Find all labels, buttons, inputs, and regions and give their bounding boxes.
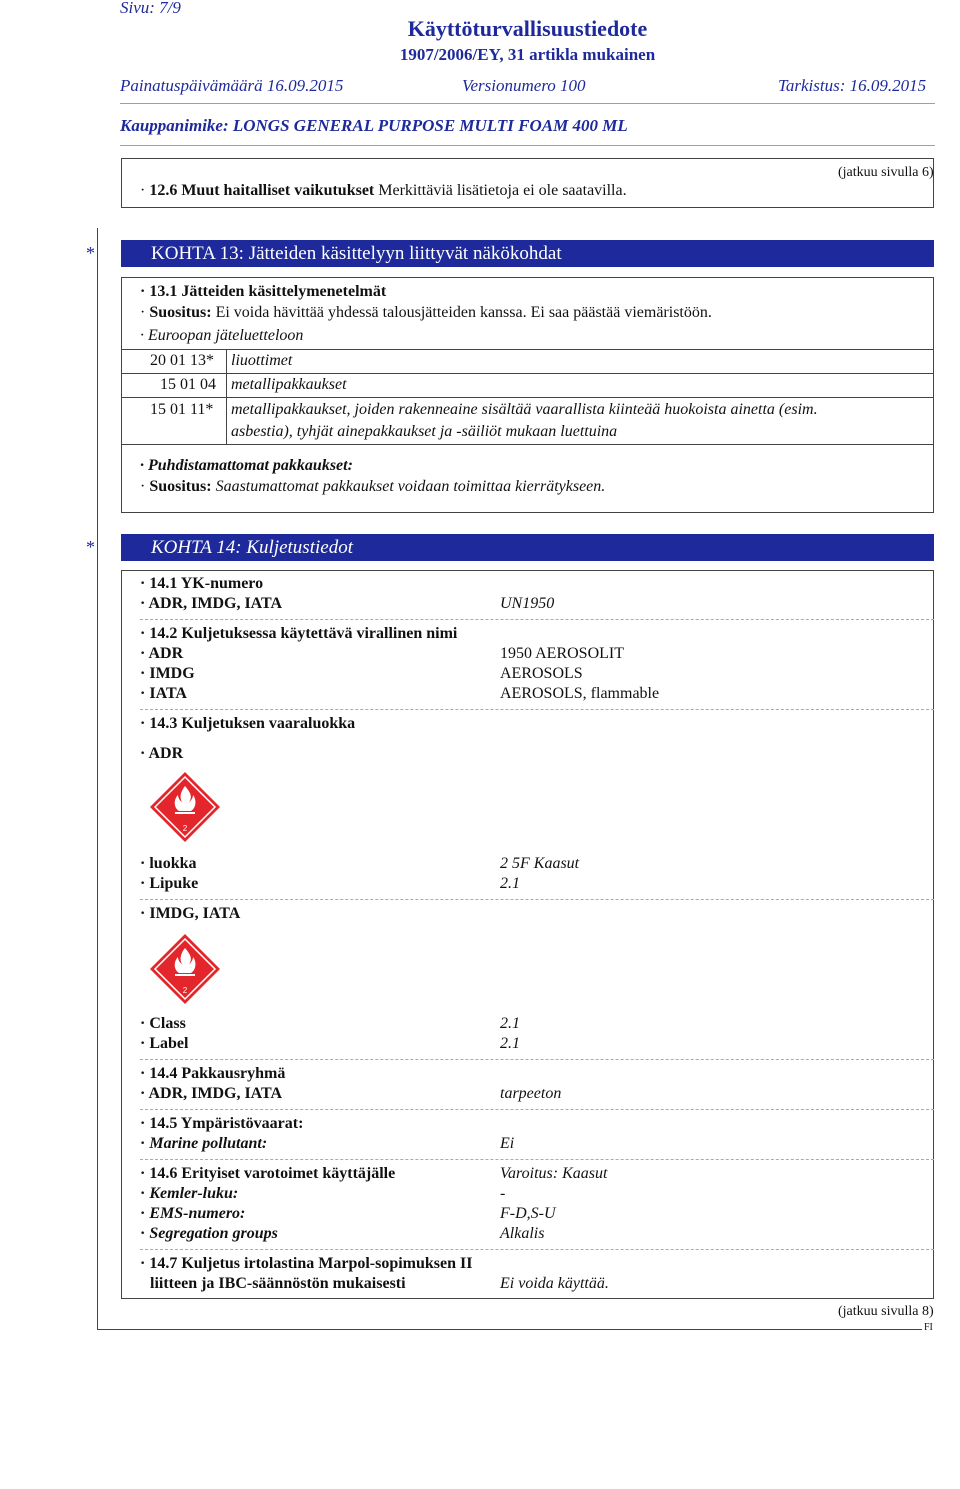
pictogram-number: 2 bbox=[182, 824, 188, 833]
imdg-row: · IMDG bbox=[140, 665, 195, 682]
trade-name: Kauppanimike: LONGS GENERAL PURPOSE MULTI FOAM 400 ML bbox=[120, 116, 628, 135]
section-12-6-label: 12.6 Muut haitalliset vaikutukset bbox=[149, 182, 375, 199]
section-14-star: * bbox=[86, 537, 95, 557]
section-13-1-heading: · 13.1 Jätteiden käsittelymenetelmät bbox=[140, 283, 387, 300]
waste-desc-3-cont: asbestia), tyhjät ainepakkaukset ja -säiliöt mukaan luettuina bbox=[231, 423, 618, 440]
h-14-2: · 14.2 Kuljetuksessa käytettävä virallinen nimi bbox=[140, 625, 458, 642]
imdg-iata-class-label: IMDG, IATA bbox=[149, 905, 241, 922]
recommendation-1-text: Ei voida hävittää yhdessä talousjätteiden kanssa. Ei saa päästää viemäristöön. bbox=[215, 304, 712, 321]
recommendation-2-label: Suositus: bbox=[149, 478, 212, 495]
un-transport-modes-label: ADR, IMDG, IATA bbox=[148, 595, 283, 612]
pg-value: tarpeeton bbox=[500, 1085, 562, 1102]
pg-modes-label: ADR, IMDG, IATA bbox=[148, 1085, 283, 1102]
page-number: Sivu: 7/9 bbox=[120, 0, 181, 17]
h-14-6: · 14.6 Erityiset varotoimet käyttäjälle bbox=[140, 1165, 396, 1182]
un-number: UN1950 bbox=[500, 595, 555, 612]
flame-base-2 bbox=[175, 974, 195, 976]
h-14-7-label-a: 14.7 Kuljetus irtolastina Marpol-sopimuksen II bbox=[149, 1255, 473, 1272]
lipuke-row: · Lipuke bbox=[140, 875, 199, 892]
pg-modes: · ADR, IMDG, IATA bbox=[140, 1085, 283, 1102]
waste-code-3: 15 01 11* bbox=[150, 401, 214, 418]
language-code: FI bbox=[924, 1322, 933, 1333]
section-12-6-text: Merkittäviä lisätietoja ei ole saatavilla. bbox=[378, 182, 627, 199]
divider-14-2 bbox=[140, 709, 934, 710]
section-13-heading: KOHTA 13: Jätteiden käsittelyyn liittyvät näkökohdat bbox=[121, 240, 934, 267]
unclean-packaging-label: Puhdistamattomat pakkaukset: bbox=[148, 457, 353, 474]
waste-code-1: 20 01 13* bbox=[150, 352, 214, 369]
h-14-7-value: Ei voida käyttää. bbox=[500, 1275, 609, 1292]
footer-rule bbox=[97, 1329, 934, 1330]
h-14-5-label: 14.5 Ympäristövaarat: bbox=[149, 1115, 304, 1132]
divider-14-7 bbox=[140, 1249, 934, 1250]
continued-to: (jatkuu sivulla 8) bbox=[838, 1304, 934, 1319]
divider-14-1 bbox=[140, 619, 934, 620]
adr-class-row: · ADR bbox=[140, 745, 184, 762]
seg-value: Alkalis bbox=[500, 1225, 545, 1242]
waste-desc-3: metallipakkaukset, joiden rakenneaine sisältää vaarallista kiinteää huokoista ainetta (esim. bbox=[231, 401, 818, 418]
label-en-label: Label bbox=[149, 1035, 189, 1052]
revision-date: Tarkistus: 16.09.2015 bbox=[778, 76, 927, 95]
h-14-7-label-b: liitteen ja IBC-säännöstön mukaisesti bbox=[150, 1275, 406, 1292]
adr-label: ADR bbox=[148, 645, 184, 662]
marine-row: · Marine pollutant: bbox=[140, 1135, 268, 1152]
print-date: Painatuspäivämäärä 16.09.2015 bbox=[120, 76, 344, 95]
label-en-value: 2.1 bbox=[500, 1035, 520, 1052]
un-transport-modes: · ADR, IMDG, IATA bbox=[140, 595, 283, 612]
trade-name-rule bbox=[120, 145, 935, 146]
pictogram-number-2: 2 bbox=[182, 986, 188, 995]
h-14-3-label: 14.3 Kuljetuksen vaaraluokka bbox=[149, 715, 356, 732]
h-14-2-label: 14.2 Kuljetuksessa käytettävä virallinen nimi bbox=[149, 625, 458, 642]
ems-value: F-D,S-U bbox=[500, 1205, 556, 1222]
section-12-6: · 12.6 Muut haitalliset vaikutukset Merkittäviä lisätietoja ei ole saatavilla. bbox=[140, 182, 627, 199]
ems-label: EMS-numero: bbox=[149, 1205, 246, 1222]
adr-class-label: ADR bbox=[148, 745, 184, 762]
marine-value: Ei bbox=[500, 1135, 515, 1152]
lipuke-value: 2.1 bbox=[500, 875, 520, 892]
class-value: 2 5F Kaasut bbox=[500, 855, 580, 872]
divider-14-3 bbox=[140, 899, 934, 900]
waste-desc-2: metallipakkaukset bbox=[231, 376, 347, 393]
h-14-5: · 14.5 Ympäristövaarat: bbox=[140, 1115, 304, 1132]
divider-14-4 bbox=[140, 1059, 934, 1060]
label-en-row: · Label bbox=[140, 1035, 189, 1052]
continued-from: (jatkuu sivulla 6) bbox=[838, 165, 934, 180]
document-title: Käyttöturvallisuustiedote bbox=[407, 16, 648, 41]
imdg-name: AEROSOLS bbox=[500, 665, 583, 682]
class-row: · luokka bbox=[140, 855, 197, 872]
version-number: Versionumero 100 bbox=[462, 76, 586, 95]
marine-label: Marine pollutant: bbox=[149, 1135, 268, 1152]
kemler-label: Kemler-luku: bbox=[149, 1185, 239, 1202]
iata-row: · IATA bbox=[140, 685, 187, 702]
imdg-iata-class-row: · IMDG, IATA bbox=[140, 905, 241, 922]
header-rule bbox=[120, 103, 935, 104]
h-14-4: · 14.4 Pakkausryhmä bbox=[140, 1065, 286, 1082]
ems-row: · EMS-numero: bbox=[140, 1205, 246, 1222]
recommendation-1: · Suositus: Ei voida hävittää yhdessä talousjätteiden kanssa. Ei saa päästää viemäristöön. bbox=[140, 304, 712, 321]
seg-row: · Segregation groups bbox=[140, 1225, 278, 1242]
class-en-value: 2.1 bbox=[500, 1015, 520, 1032]
class-label: luokka bbox=[149, 855, 197, 872]
flammable-gas-pictogram-adr bbox=[148, 770, 222, 844]
lipuke-label: Lipuke bbox=[149, 875, 199, 892]
eu-waste-list-text: Euroopan jäteluetteloon bbox=[148, 327, 304, 344]
waste-table-row-divider-2 bbox=[121, 397, 934, 398]
recommendation-1-label: Suositus: bbox=[149, 304, 212, 321]
flammable-gas-pictogram-imdg bbox=[148, 932, 222, 1006]
unclean-packaging: · Puhdistamattomat pakkaukset: bbox=[140, 457, 353, 474]
waste-table-row-divider-1 bbox=[121, 373, 934, 374]
waste-code-2: 15 01 04 bbox=[160, 376, 216, 393]
document-subtitle: 1907/2006/EY, 31 artikla mukainen bbox=[399, 45, 656, 64]
divider-14-6 bbox=[140, 1159, 934, 1160]
section-13-star: * bbox=[86, 243, 95, 263]
eu-waste-list-label: · Euroopan jäteluetteloon bbox=[140, 327, 304, 344]
h-14-7: · 14.7 Kuljetus irtolastina Marpol-sopimuksen II bbox=[140, 1255, 473, 1272]
kemler-value: - bbox=[500, 1185, 506, 1202]
class-en-row: · Class bbox=[140, 1015, 186, 1032]
iata-label: IATA bbox=[149, 685, 187, 702]
recommendation-2-text: Saastumattomat pakkaukset voidaan toimittaa kierrätykseen. bbox=[215, 478, 606, 495]
class-en-label: Class bbox=[149, 1015, 186, 1032]
imdg-label: IMDG bbox=[149, 665, 195, 682]
h-14-6-label: 14.6 Erityiset varotoimet käyttäjälle bbox=[149, 1165, 396, 1182]
h-14-4-label: 14.4 Pakkausryhmä bbox=[149, 1065, 286, 1082]
kemler-row: · Kemler-luku: bbox=[140, 1185, 239, 1202]
seg-label: Segregation groups bbox=[149, 1225, 278, 1242]
waste-desc-1: liuottimet bbox=[231, 352, 293, 369]
iata-name bbox=[500, 685, 659, 703]
h-14-1-label: 14.1 YK-numero bbox=[149, 575, 264, 592]
section-14-heading: KOHTA 14: Kuljetustiedot bbox=[121, 534, 934, 561]
adr-name: 1950 AEROSOLIT bbox=[500, 645, 624, 662]
divider-14-5 bbox=[140, 1109, 934, 1110]
flame-base bbox=[175, 812, 195, 814]
h-14-3: · 14.3 Kuljetuksen vaaraluokka bbox=[140, 715, 356, 732]
iata-name-text: AEROSOLS, flammable bbox=[500, 685, 660, 702]
recommendation-2: · Suositus: Saastumattomat pakkaukset voidaan toimittaa kierrätykseen. bbox=[140, 478, 606, 495]
section-13-1-label: 13.1 Jätteiden käsittelymenetelmät bbox=[149, 283, 387, 300]
adr-row: · ADR bbox=[140, 645, 184, 662]
h-14-1: · 14.1 YK-numero bbox=[140, 575, 264, 592]
h-14-6-value: Varoitus: Kaasut bbox=[500, 1165, 608, 1182]
